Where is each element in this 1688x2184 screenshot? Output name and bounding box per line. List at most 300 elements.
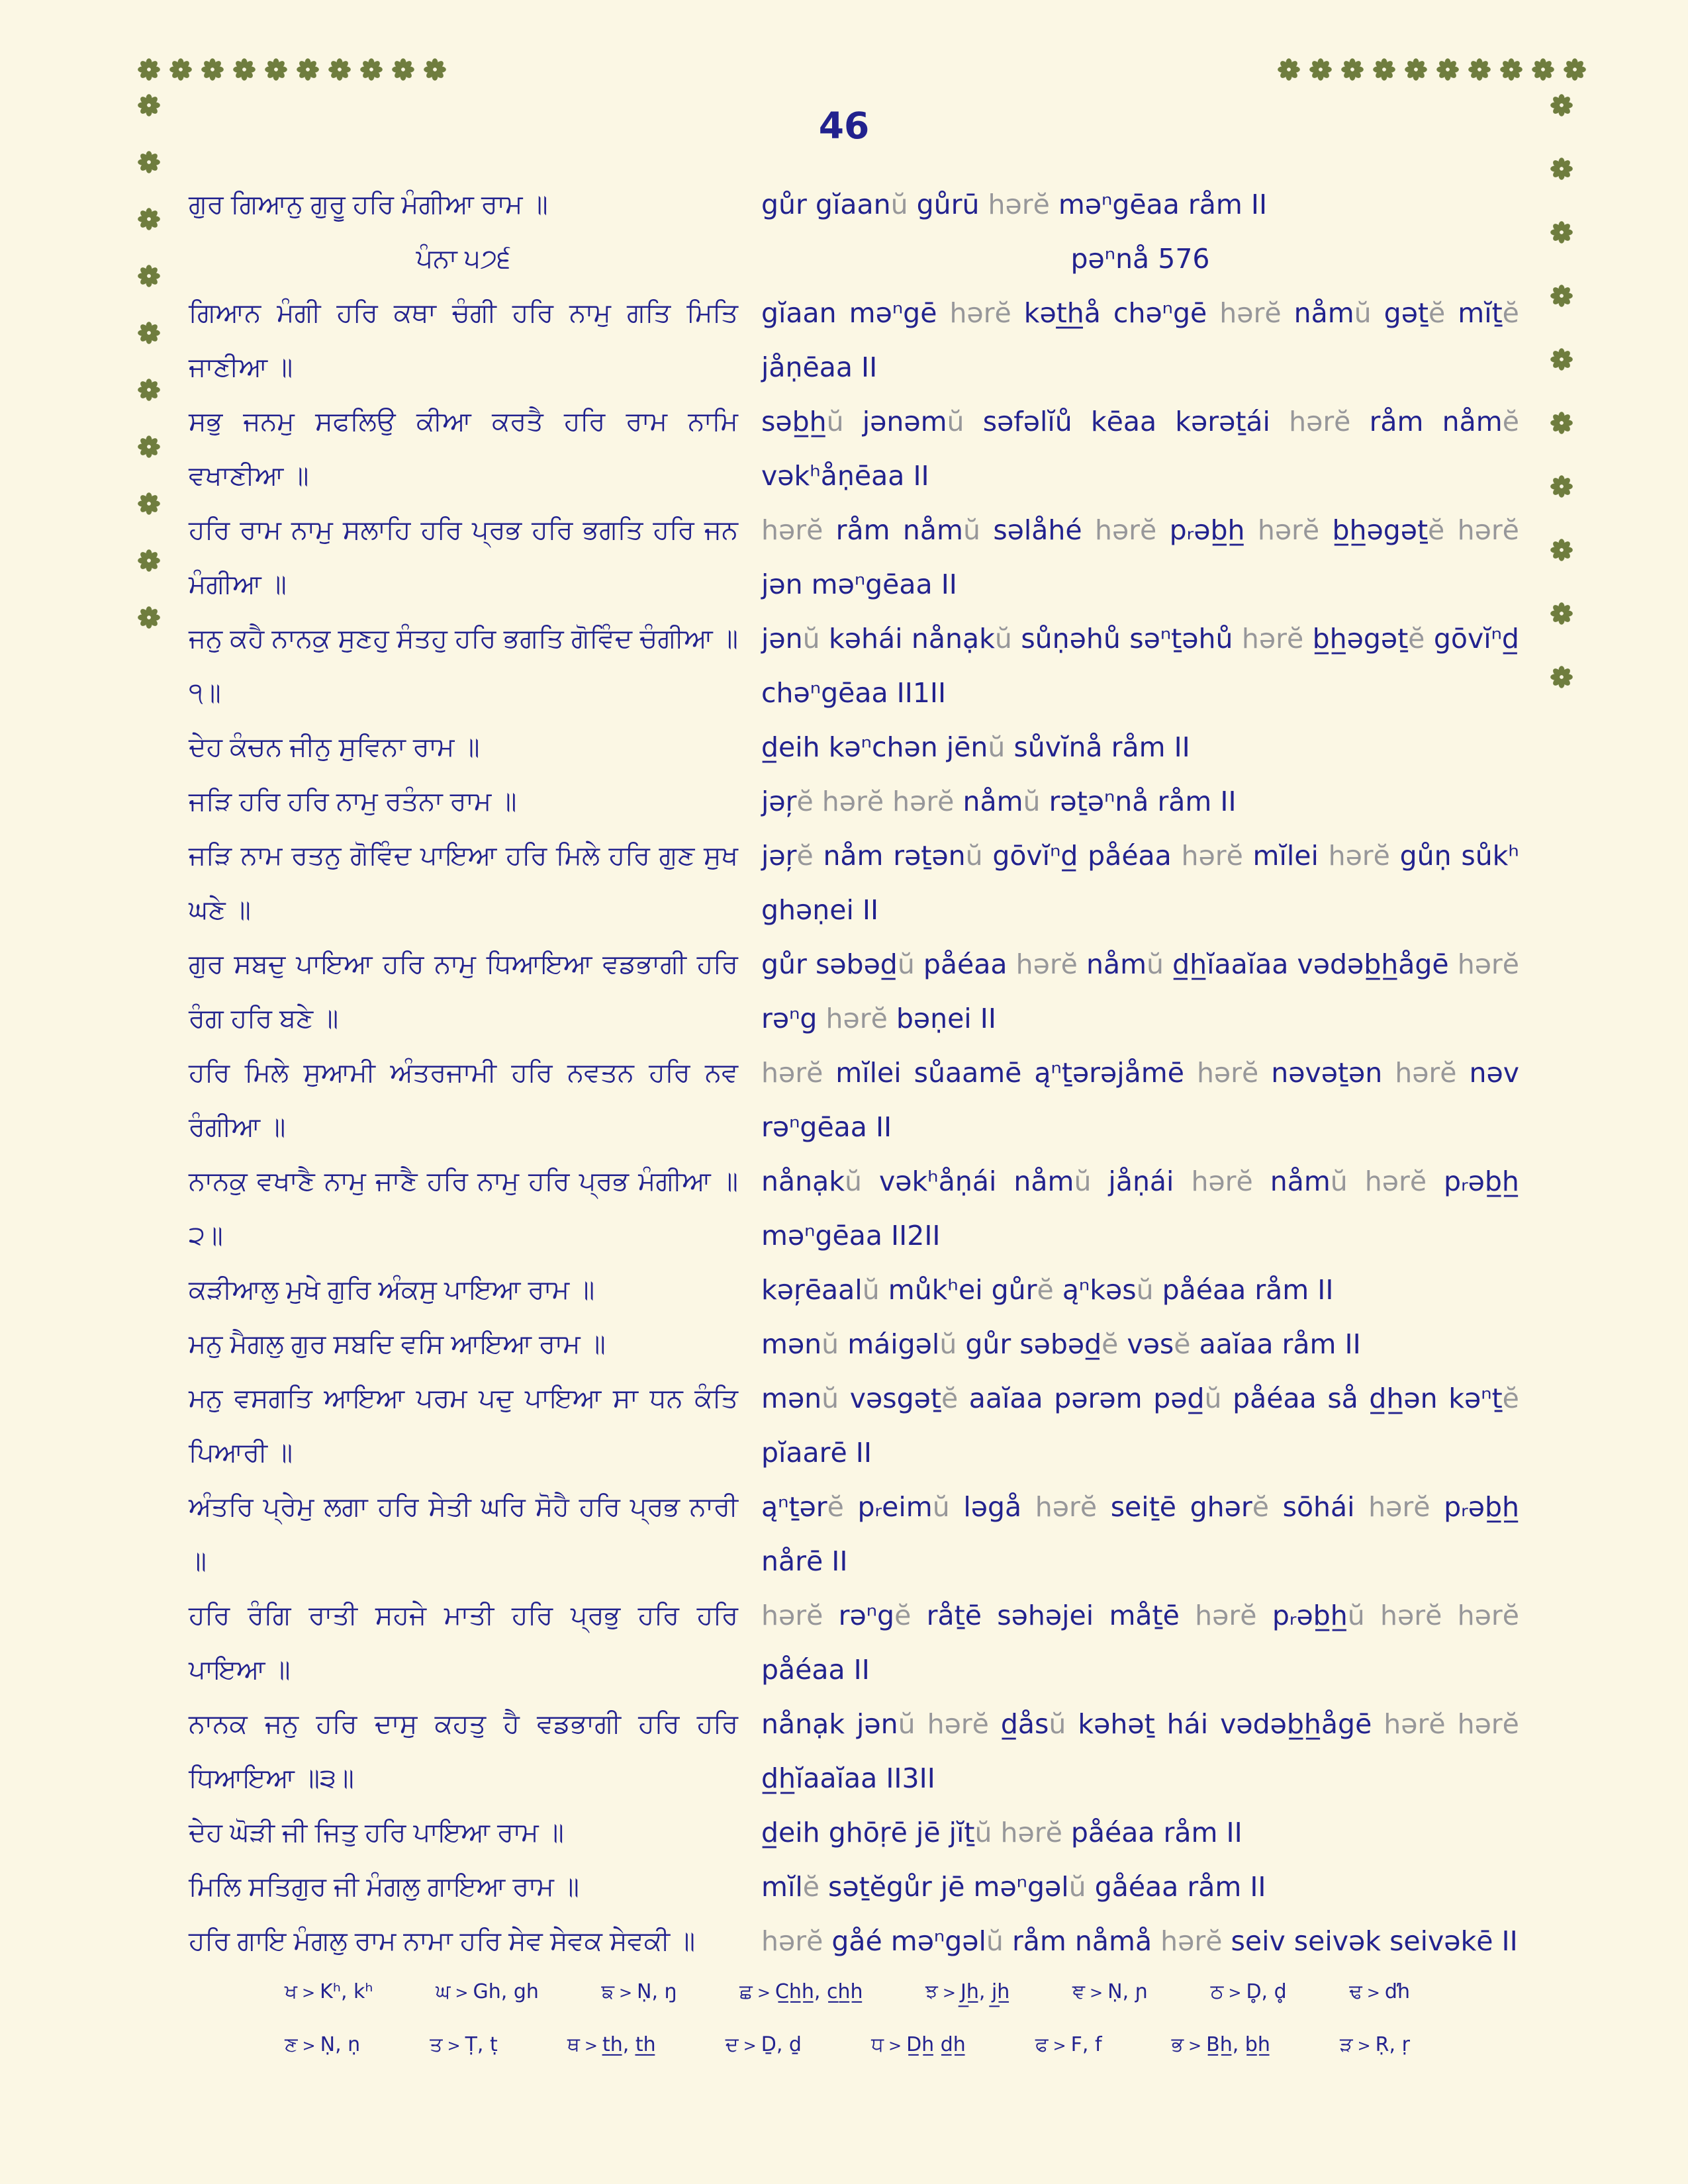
roman-word: hərĕ: [1383, 1708, 1446, 1740]
flower-border-top-right: [1278, 58, 1586, 81]
legend-gurmukhi-letter: ਦ: [725, 2034, 739, 2056]
roman-word: råm: [1188, 189, 1243, 220]
gurmukhi-line: ਨਾਨਕ ਜਨੁ ਹਰਿ ਦਾਸੁ ਕਹਤੁ ਹੈ ਵਡਭਾਗੀ ਹਰਿ ਹਰਿ ਧਿਆਇਆ ॥੩॥: [189, 1709, 738, 1793]
roman-word: hərĕ: [1241, 623, 1304, 655]
roman-word: II: [1250, 1871, 1266, 1903]
legend-gurmukhi-letter: ਭ: [1171, 2034, 1184, 2056]
roman-word: hərĕ: [1364, 1165, 1427, 1197]
roman-word: nəv: [1469, 1057, 1519, 1089]
roman-word: påéaa: [761, 1654, 845, 1686]
roman-word: påéaa: [1233, 1383, 1317, 1414]
roman-word: nåmŭ: [1293, 297, 1372, 329]
verse-row: [189, 1805, 1519, 1860]
transliteration-legend: [285, 1980, 1410, 2086]
roman-word: II: [855, 1437, 872, 1469]
roman-word: pᵣəb̲h̲: [1444, 1491, 1519, 1523]
roman-word: gåéaa: [1094, 1871, 1179, 1903]
transliteration-line: [761, 232, 1519, 286]
roman-word: rəṯənŭ: [893, 840, 983, 872]
flower-icon: [328, 58, 351, 81]
roman-word: II: [1501, 1925, 1518, 1957]
roman-word: səⁿṯəhů: [1129, 623, 1233, 655]
roman-word: hərĕ: [1196, 1057, 1259, 1089]
verse-rows: [189, 177, 1519, 1968]
legend-separator: >: [618, 1983, 633, 2002]
legend-gurmukhi-letter: ਥ: [567, 2034, 580, 2056]
roman-word: jənŭ: [761, 623, 820, 655]
roman-word: pəd̲ŭ: [1153, 1383, 1222, 1414]
roman-word: səbəd̲ĕ: [1019, 1328, 1119, 1360]
gurmukhi-line: ਗੁਰ ਸਬਦੁ ਪਾਇਆ ਹਰਿ ਨਾਮੁ ਧਿਆਇਆ ਵਡਭਾਗੀ ਹਰਿ ਰੰਗ ਹਰਿ ਬਣੇ ॥: [189, 950, 738, 1033]
roman-word: nəvəṯən: [1271, 1057, 1383, 1089]
flower-icon: [138, 58, 160, 81]
roman-word: råṯē: [926, 1600, 982, 1631]
roman-word: nårē: [761, 1545, 823, 1577]
flower-border-top-left: [138, 58, 446, 81]
roman-word: seiv: [1231, 1925, 1286, 1957]
roman-word: chəⁿgē: [1113, 297, 1207, 329]
roman-word: pᵣeimŭ: [857, 1491, 950, 1523]
roman-word: kəhái: [829, 623, 903, 655]
flower-icon: [1550, 221, 1573, 244]
legend-gurmukhi-letter: ਤ: [430, 2034, 443, 2056]
roman-word: II: [941, 569, 957, 600]
transliteration-line: [761, 286, 1519, 394]
legend-entry: [871, 2033, 966, 2056]
gurmukhi-line: ਦੇਹ ਕੰਚਨ ਜੀਨੁ ਸੁਵਿਨਾ ਰਾਮ ॥: [189, 733, 480, 762]
roman-word: gåé: [831, 1925, 882, 1957]
roman-word: hərĕ: [1015, 948, 1078, 980]
flower-icon: [138, 265, 160, 287]
roman-word: sůvĭnå: [1013, 731, 1103, 763]
roman-word: məⁿgēaa: [761, 1220, 882, 1251]
gurmukhi-line: ਕੜੀਆਲੁ ਮੁਖੇ ਗੁਰਿ ਅੰਕਸੁ ਪਾਇਆ ਰਾਮ ॥: [189, 1275, 595, 1304]
legend-roman-value: Ṇ, ɲ: [1107, 1980, 1149, 2003]
flower-icon: [201, 58, 224, 81]
gurmukhi-line: ਪੰਨਾ ੫੭੬: [416, 244, 511, 273]
roman-word: kət̲h̲å: [1023, 297, 1101, 329]
roman-word: gůr: [761, 948, 807, 980]
legend-gurmukhi-letter: ਘ: [436, 1981, 451, 2003]
legend-separator: >: [888, 2036, 902, 2055]
verse-row: [189, 394, 1519, 503]
flower-icon: [1550, 666, 1573, 688]
roman-word: hərĕ: [761, 1057, 823, 1089]
roman-word: 576: [1158, 243, 1210, 275]
roman-word: hərĕ: [892, 786, 955, 817]
legend-entry: [925, 1980, 1009, 2003]
transliteration-line: [761, 774, 1519, 829]
roman-word: kēaa: [1090, 406, 1157, 437]
roman-word: səṯĕgůr: [828, 1871, 932, 1903]
legend-entry: [430, 2033, 497, 2056]
roman-word: kəŗēaalŭ: [761, 1274, 880, 1306]
flower-icon: [1309, 58, 1332, 81]
roman-word: nåmŭ: [1013, 1165, 1092, 1197]
flower-icon: [360, 58, 383, 81]
roman-word: påéaa: [1070, 1817, 1155, 1848]
legend-roman-value: ďh: [1384, 1980, 1410, 2003]
legend-entry: [436, 1980, 539, 2003]
transliteration-line: [761, 1860, 1519, 1914]
legend-gurmukhi-letter: ਛ: [739, 1981, 753, 2003]
roman-word: hərĕ: [1191, 1165, 1253, 1197]
roman-word: nåmŭ: [902, 514, 980, 546]
legend-entry: [1340, 2033, 1410, 2056]
roman-word: nåmŭ: [1270, 1165, 1348, 1197]
roman-word: d̲eih: [761, 731, 820, 763]
roman-word: hərĕ: [1368, 1491, 1430, 1523]
flower-icon: [1373, 58, 1395, 81]
legend-separator: >: [743, 2036, 757, 2055]
roman-word: nånạkŭ: [761, 1165, 862, 1197]
roman-word: nåmå: [1074, 1925, 1152, 1957]
roman-word: rəṯəⁿnå: [1049, 786, 1149, 817]
legend-roman-value: J̲h̲, j̲h̲: [961, 1980, 1010, 2003]
roman-word: ghəṇei: [761, 894, 854, 926]
roman-word: vədəb̲h̲ågē: [1297, 948, 1449, 980]
roman-word: məⁿgē: [849, 297, 937, 329]
flower-icon: [1500, 58, 1523, 81]
legend-separator: >: [447, 2036, 461, 2055]
roman-word: b̲h̲əgəṯĕ: [1312, 623, 1425, 655]
roman-word: II: [980, 1003, 996, 1034]
roman-word: jəŗĕ: [761, 786, 814, 817]
legend-gurmukhi-letter: ਝ: [925, 1981, 938, 2003]
legend-entry: [739, 1980, 863, 2003]
roman-word: råm: [1369, 406, 1424, 437]
roman-word: gĭaanŭ: [815, 189, 908, 220]
flower-icon: [138, 94, 160, 116]
verse-row: [189, 774, 1519, 829]
roman-word: hərĕ: [761, 1925, 823, 1957]
roman-word: II: [862, 894, 879, 926]
flower-icon: [297, 58, 319, 81]
roman-word: mənŭ: [761, 1383, 839, 1414]
roman-word: hərĕ: [1000, 1817, 1062, 1848]
legend-gurmukhi-letter: ਢ: [1349, 1981, 1362, 2003]
gurmukhi-line: ਸਭੁ ਜਨਮੁ ਸਫਲਿਉ ਕੀਆ ਕਰਤੈ ਹਰਿ ਰਾਮ ਨਾਮਿ ਵਖਾਣੀਆ ॥: [189, 407, 738, 490]
roman-word: hərĕ: [1457, 514, 1519, 546]
gurmukhi-line: ਜਨੁ ਕਹੈ ਨਾਨਕੁ ਸੁਣਹੁ ਸੰਤਹੁ ਹਰਿ ਭਗਤਿ ਗੋਵਿੰਦ ਚੰਗੀਆ ॥੧॥: [189, 624, 738, 707]
transliteration-line: [761, 1371, 1519, 1480]
roman-word: jĭṯŭ: [949, 1817, 992, 1848]
gurmukhi-line: ਹਰਿ ਰੰਗਿ ਰਾਤੀ ਸਹਜੇ ਮਾਤੀ ਹਰਿ ਪ੍ਰਭੁ ਹਰਿ ਹਰਿ ਪਾਇਆ ॥: [189, 1601, 738, 1684]
transliteration-line: [761, 720, 1519, 774]
roman-word: gōvĭⁿd̲: [1433, 623, 1519, 655]
flower-icon: [138, 208, 160, 230]
roman-word: d̲h̲ĭaaĭaa: [761, 1762, 878, 1794]
legend-gurmukhi-letter: ਠ: [1210, 1981, 1224, 2003]
transliteration-line: [761, 1588, 1519, 1697]
flower-icon: [392, 58, 414, 81]
roman-word: jəŗĕ: [761, 840, 814, 872]
roman-word: II: [831, 1545, 848, 1577]
legend-separator: >: [1228, 1983, 1242, 2002]
roman-word: jåṇēaa: [761, 351, 853, 383]
roman-word: hərĕ: [1328, 840, 1390, 872]
roman-word: kərəṯái: [1175, 406, 1270, 437]
roman-word: seivəkē: [1389, 1925, 1493, 1957]
legend-roman-value: Ṇ, ŋ: [637, 1980, 677, 2003]
roman-word: påéaa: [1162, 1274, 1246, 1306]
roman-word: mĭṯĕ: [1458, 297, 1519, 329]
flower-icon: [1550, 539, 1573, 561]
roman-word: ąⁿṯərəjåmē: [1034, 1057, 1184, 1089]
flower-icon: [138, 322, 160, 344]
legend-entry: [601, 1980, 677, 2003]
gurmukhi-line: ਮਿਲਿ ਸਤਿਗੁਰ ਜੀ ਮੰਗਲੁ ਗਾਇਆ ਰਾਮ ॥: [189, 1872, 579, 1901]
legend-separator: >: [455, 1983, 469, 2002]
legend-roman-value: D̥, d̥: [1246, 1980, 1287, 2003]
roman-word: səbəd̲ŭ: [815, 948, 915, 980]
roman-word: vəkʰåṇái: [878, 1165, 997, 1197]
roman-word: påéaa: [923, 948, 1008, 980]
roman-word: hərĕ: [1380, 1600, 1442, 1631]
flower-icon: [138, 435, 160, 458]
transliteration-line: [761, 612, 1519, 720]
legend-entry: [1211, 1980, 1287, 2003]
gurmukhi-line: ਹਰਿ ਮਿਲੇ ਸੁਆਮੀ ਅੰਤਰਜਾਮੀ ਹਰਿ ਨਵਤਨ ਹਰਿ ਨਵ ਰੰਗੀਆ ॥: [189, 1058, 738, 1142]
verse-row: [189, 612, 1519, 720]
legend-gurmukhi-letter: ਙ: [601, 1981, 614, 2003]
legend-separator: >: [1366, 1983, 1380, 2002]
roman-word: mĭlei: [835, 1057, 902, 1089]
roman-word: pᵣəb̲h̲: [1169, 514, 1245, 546]
flower-icon: [1550, 412, 1573, 434]
roman-word: hərĕ: [1457, 1708, 1519, 1740]
gurmukhi-line: ਮਨੁ ਮੈਗਲੁ ਗੁਰ ਸਬਦਿ ਵਸਿ ਆਇਆ ਰਾਮ ॥: [189, 1330, 606, 1359]
roman-word: chəⁿgēaa: [761, 677, 888, 709]
roman-word: hərĕ: [821, 786, 884, 817]
flower-icon: [169, 58, 192, 81]
flower-icon: [1550, 158, 1573, 180]
flower-icon: [1468, 58, 1491, 81]
verse-row: [189, 232, 1519, 286]
transliteration-line: [761, 937, 1519, 1046]
roman-word: II2II: [891, 1220, 941, 1251]
gurmukhi-line: ਨਾਨਕੁ ਵਖਾਣੈ ਨਾਮੁ ਜਾਣੈ ਹਰਿ ਨਾਮੁ ਹਰਿ ਪ੍ਰਭ ਮੰਗੀਆ ॥੨॥: [189, 1167, 738, 1250]
gurmukhi-line: ਹਰਿ ਰਾਮ ਨਾਮੁ ਸਲਾਹਿ ਹਰਿ ਪ੍ਰਭ ਹਰਿ ਭਗਤਿ ਹਰਿ ਜਨ ਮੰਗੀਆ ॥: [189, 516, 738, 599]
roman-word: můkʰei: [888, 1274, 983, 1306]
roman-word: ąⁿṯərĕ: [761, 1491, 844, 1523]
verse-row: [189, 1480, 1519, 1588]
roman-word: hərĕ: [761, 1600, 823, 1631]
gurmukhi-line: ਜੜਿ ਹਰਿ ਹਰਿ ਨਾਮੁ ਰਤੰਨਾ ਰਾਮ ॥: [189, 787, 517, 816]
verse-row: [189, 503, 1519, 612]
flower-icon: [138, 606, 160, 629]
verse-row: [189, 1317, 1519, 1371]
roman-word: hərĕ: [1289, 406, 1351, 437]
legend-entry: [1172, 2033, 1270, 2056]
transliteration-line: [761, 829, 1519, 937]
roman-word: səfəlĭů: [982, 406, 1072, 437]
roman-word: vəsĕ: [1127, 1328, 1191, 1360]
roman-word: rəⁿgĕ: [838, 1600, 912, 1631]
roman-word: råm: [835, 514, 890, 546]
roman-word: səhəjei: [997, 1600, 1094, 1631]
legend-entry: [567, 2033, 656, 2056]
roman-word: II: [913, 460, 929, 492]
flower-icon: [138, 151, 160, 173]
verse-row: [189, 829, 1519, 937]
legend-roman-value: Ṛ, ṛ: [1375, 2033, 1410, 2056]
roman-word: máigəlŭ: [847, 1328, 957, 1360]
legend-roman-value: Ṇ, ṇ: [320, 2033, 361, 2056]
roman-word: hərĕ: [1094, 514, 1157, 546]
legend-row: [285, 1980, 1410, 2033]
roman-word: II: [1220, 786, 1237, 817]
legend-entry: [1349, 1980, 1410, 2003]
legend-separator: >: [757, 1983, 771, 2002]
verse-row: [189, 1154, 1519, 1263]
verse-row: [189, 1046, 1519, 1154]
gurmukhi-line: ਜੜਿ ਨਾਮ ਰਤਨੁ ਗੋਵਿੰਦ ਪਾਇਆ ਹਰਿ ਮਿਲੇ ਹਰਿ ਗੁਣ ਸੁਖ ਘਣੇ ॥: [189, 841, 738, 925]
roman-word: sōhái: [1282, 1491, 1355, 1523]
roman-word: ghərĕ: [1190, 1491, 1269, 1523]
roman-word: nåmĕ: [1442, 406, 1519, 437]
roman-word: nåm: [823, 840, 884, 872]
gurmukhi-line: ਦੇਹ ਘੋੜੀ ਜੀ ਜਿਤੁ ਹਰਿ ਪਾਇਆ ਰਾਮ ॥: [189, 1818, 564, 1847]
legend-separator: >: [1357, 2036, 1371, 2055]
roman-word: jənəmŭ: [862, 406, 964, 437]
legend-entry: [285, 2033, 360, 2056]
roman-word: II1II: [896, 677, 947, 709]
flower-icon: [138, 379, 160, 401]
roman-word: səlåhé: [993, 514, 1082, 546]
flower-icon: [1550, 94, 1573, 116]
roman-word: gəṯĕ: [1383, 297, 1446, 329]
legend-gurmukhi-letter: ੜ: [1339, 2034, 1353, 2056]
roman-word: sůkʰ: [1461, 840, 1519, 872]
roman-word: mĭlĕ: [761, 1871, 820, 1903]
roman-word: hərĕ: [1395, 1057, 1457, 1089]
transliteration-line: [761, 1263, 1519, 1317]
roman-word: jē: [915, 1817, 941, 1848]
roman-word: mĭlei: [1252, 840, 1319, 872]
legend-roman-value: C̲h̲h̲, c̲h̲h̲: [774, 1980, 863, 2003]
roman-word: råm: [1011, 1925, 1066, 1957]
legend-roman-value: Gh, gh: [473, 1980, 539, 2003]
roman-word: II: [1174, 731, 1190, 763]
roman-word: gůr: [761, 189, 807, 220]
roman-word: mənŭ: [761, 1328, 839, 1360]
flower-icon: [1278, 58, 1300, 81]
roman-word: II: [1226, 1817, 1243, 1848]
roman-word: kəⁿchən: [828, 731, 938, 763]
flower-icon: [233, 58, 256, 81]
roman-word: så: [1327, 1383, 1358, 1414]
flower-icon: [138, 549, 160, 572]
legend-separator: >: [1090, 1983, 1103, 2002]
flower-icon: [424, 58, 446, 81]
roman-word: nånạkŭ: [911, 623, 1012, 655]
transliteration-line: [761, 394, 1519, 503]
legend-separator: >: [942, 1983, 957, 2002]
legend-entry: [1035, 2033, 1102, 2056]
flower-icon: [1341, 58, 1364, 81]
verse-row: [189, 720, 1519, 774]
roman-word: məⁿgēaa: [811, 569, 933, 600]
roman-word: måṯē: [1109, 1600, 1180, 1631]
roman-word: gůrĕ: [991, 1274, 1054, 1306]
flower-icon: [1550, 285, 1573, 307]
roman-word: sůaamē: [914, 1057, 1022, 1089]
roman-word: hərĕ: [927, 1708, 989, 1740]
roman-word: jənŭ: [856, 1708, 915, 1740]
roman-word: pəⁿnå: [1070, 243, 1150, 275]
roman-word: hərĕ: [761, 514, 823, 546]
verse-row: [189, 1914, 1519, 1968]
roman-word: II: [1317, 1274, 1334, 1306]
roman-word: aaĭaa: [1199, 1328, 1274, 1360]
gurmukhi-line: ਗਿਆਨ ਮੰਗੀ ਹਰਿ ਕਥਾ ਚੰਗੀ ਹਰਿ ਨਾਮੁ ਗਤਿ ਮਿਤਿ ਜਾਣੀਆ ॥: [189, 298, 738, 382]
roman-word: məⁿgēaa: [1058, 189, 1180, 220]
roman-word: II: [1250, 189, 1268, 220]
roman-word: gĭaan: [761, 297, 837, 329]
roman-word: rəⁿgēaa: [761, 1111, 867, 1143]
legend-gurmukhi-letter: ਫ: [1035, 2034, 1049, 2056]
flower-icon: [1532, 58, 1554, 81]
roman-word: ąⁿkəsŭ: [1062, 1274, 1154, 1306]
roman-word: aaĭaa: [968, 1383, 1043, 1414]
transliteration-line: [761, 177, 1519, 232]
roman-word: bəṇei: [896, 1003, 972, 1034]
roman-word: pᵣəb̲h̲: [1444, 1165, 1519, 1197]
verse-row: [189, 937, 1519, 1046]
roman-word: pĭaarē: [761, 1437, 847, 1469]
roman-word: råm: [1163, 1817, 1218, 1848]
roman-word: b̲h̲əgəṯĕ: [1332, 514, 1445, 546]
roman-word: kəhəṯ: [1078, 1708, 1155, 1740]
roman-word: hərĕ: [1195, 1600, 1257, 1631]
roman-word: hərĕ: [1257, 514, 1320, 546]
transliteration-line: [761, 503, 1519, 612]
roman-word: hərĕ: [825, 1003, 888, 1034]
legend-row: [285, 2033, 1410, 2086]
transliteration-line: [761, 1697, 1519, 1805]
roman-word: məⁿgəlŭ: [890, 1925, 1004, 1957]
legend-separator: >: [302, 1983, 316, 2002]
legend-roman-value: F, f: [1070, 2033, 1102, 2056]
roman-word: ləgå: [963, 1491, 1022, 1523]
roman-word: pərəm: [1054, 1383, 1143, 1414]
legend-roman-value: Ṭ, ṭ: [465, 2033, 498, 2056]
flower-icon: [1550, 602, 1573, 625]
roman-word: hərĕ: [1035, 1491, 1098, 1523]
roman-word: hái: [1166, 1708, 1209, 1740]
roman-word: råm: [1187, 1871, 1242, 1903]
roman-word: sůṇəhů: [1021, 623, 1121, 655]
roman-word: gůṇ: [1399, 840, 1452, 872]
legend-roman-value: D̲h̲ d̲h̲: [906, 2033, 966, 2056]
verse-row: [189, 1371, 1519, 1480]
roman-word: hərĕ: [988, 189, 1050, 220]
roman-word: hərĕ: [1181, 840, 1243, 872]
roman-word: gōvĭⁿd̲: [992, 840, 1078, 872]
legend-entry: [285, 1980, 373, 2003]
roman-word: nåmŭ: [1086, 948, 1164, 980]
roman-word: seiṯē: [1110, 1491, 1176, 1523]
roman-word: råm: [1254, 1274, 1309, 1306]
verse-row: [189, 1697, 1519, 1805]
roman-word: råm: [1157, 786, 1212, 817]
roman-word: hərĕ: [1160, 1925, 1223, 1957]
roman-word: d̲h̲ən: [1369, 1383, 1438, 1414]
transliteration-line: [761, 1046, 1519, 1154]
roman-word: kəⁿṯĕ: [1448, 1383, 1519, 1414]
roman-word: nånạk: [761, 1708, 845, 1740]
